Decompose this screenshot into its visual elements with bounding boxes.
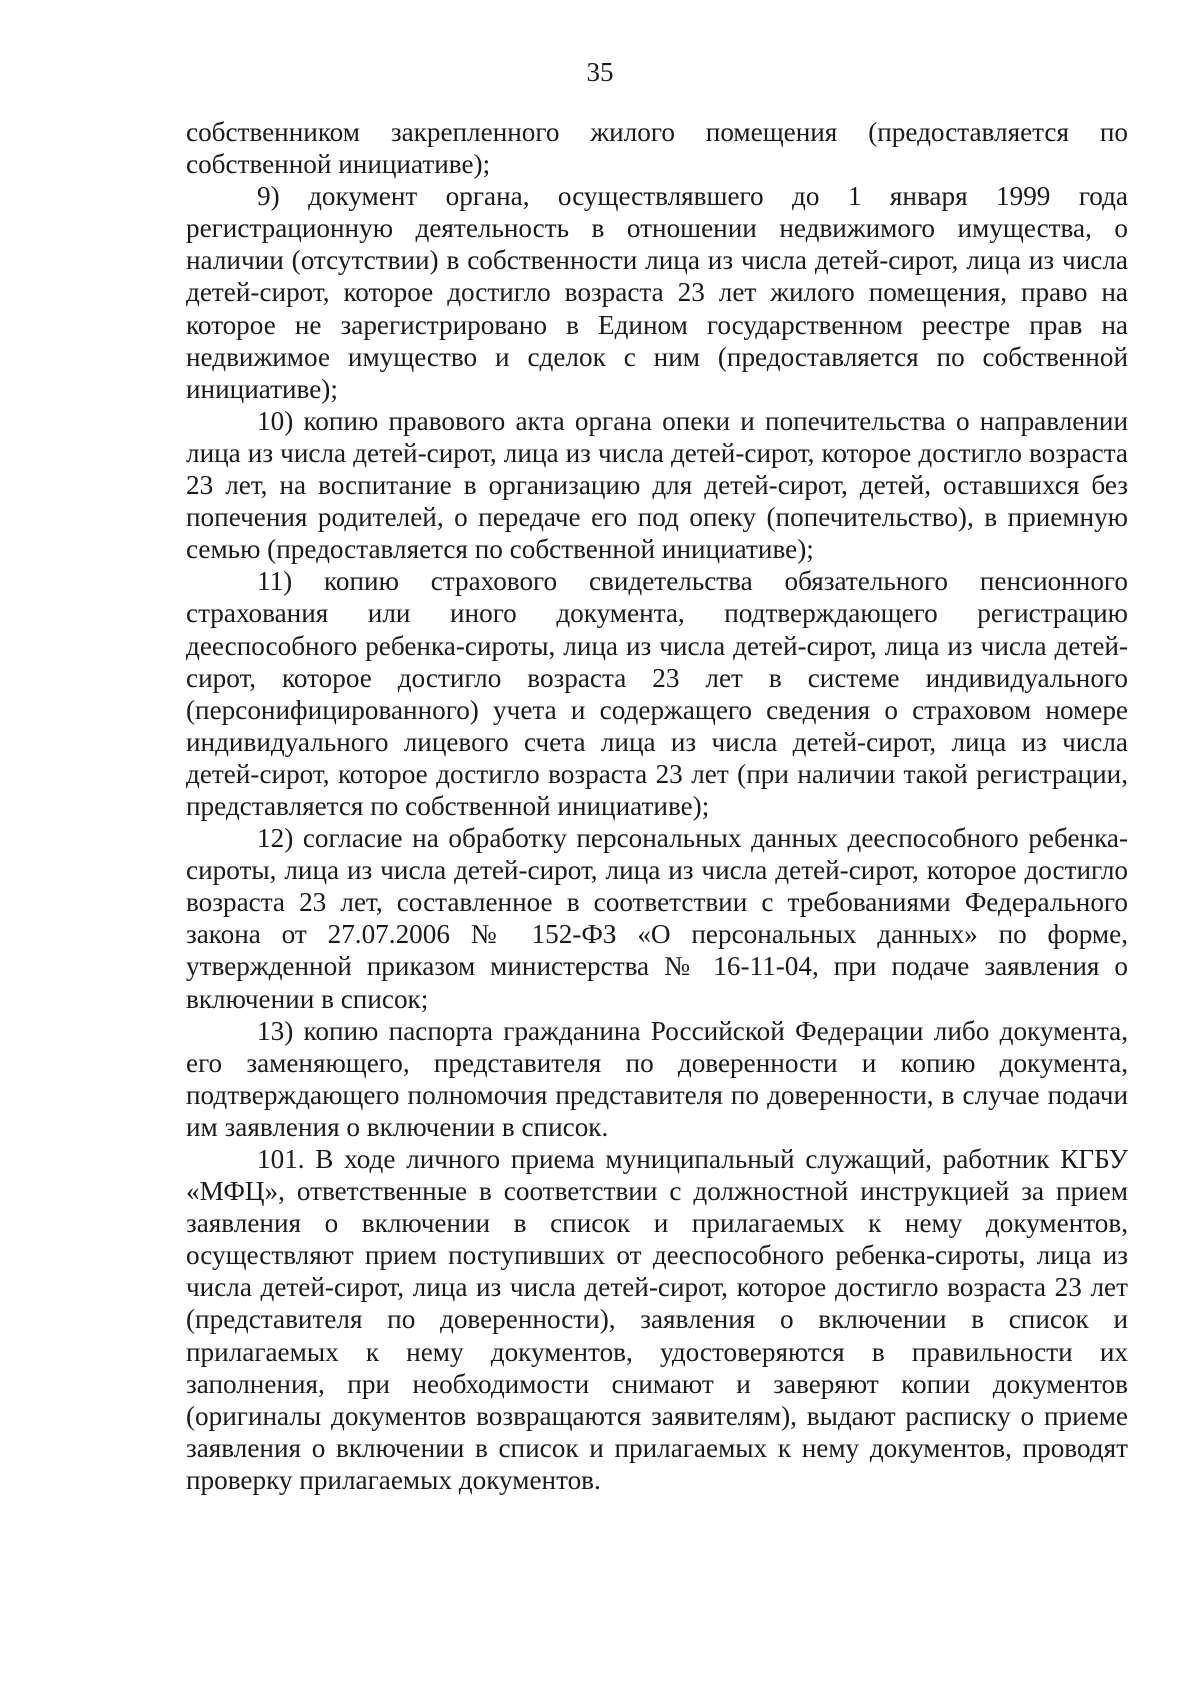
paragraph-item-11: 11) копию страхового свидетельства обязательного пенсионного страхования или иного документа, подтверждающего регистрацию дееспособного ребенка-сироты, лица из числа детей-сирот, лица из числа детей-сирот, которое достигло возраста 23 лет в системе индивидуального (персонифицированного) учета и содержащего сведения о страховом номере индивидуального лицевого счета лица из числа детей-сирот, лица из числа детей-сирот, которое достигло возраста 23 лет (при наличии такой регистрации, представляется по собственной инициативе); [186,566,1128,821]
paragraph-item-13: 13) копию паспорта гражданина Российской Федерации либо документа, его заменяющего, представителя по доверенности и копию документа, подтверждающего полномочия представителя по доверенности, в случае подачи им заявления о включении в список. [186,1015,1128,1142]
paragraph-continuation: собственником закрепленного жилого помещения (предоставляется по собственной инициативе); [186,117,1128,180]
paragraph-section-101: 101. В ходе личного приема муниципальный служащий, работник КГБУ «МФЦ», ответственные в соответствии с должностной инструкцией за прием заявления о включении в список и прилагаемых к нему документов, осуществляют прием поступивших от дееспособного ребенка-сироты, лица из числа детей-сирот, лица из числа детей-сирот, которое достигло возраста 23 лет (представителя по доверенности), заявления о включении в список и прилагаемых к нему документов, удостоверяются в правильности их заполнения, при необходимости снимают и заверяют копии документов (оригиналы документов возвращаются заявителям), выдают расписку о приеме заявления о включении в список и прилагаемых к нему документов, проводят проверку прилагаемых документов. [186,1144,1128,1495]
paragraph-item-12: 12) согласие на обработку персональных данных дееспособного ребенка-сироты, лица из числа детей-сирот, лица из числа детей-сирот, которое достигло возраста 23 лет, составленное в соответствии с требованиями Федерального закона от 27.07.2006 № 152-ФЗ «О персональных данных» по форме, утвержденной приказом министерства № 16-11-04, при подаче заявления о включении в список; [186,823,1128,1014]
paragraph-item-10: 10) копию правового акта органа опеки и попечительства о направлении лица из числа детей-сирот, лица из числа детей-сирот, которое достигло возраста 23 лет, на воспитание в организацию для детей-сирот, детей, оставшихся без попечения родителей, о передаче его под опеку (попечительство), в приемную семью (предоставляется по собственной инициативе); [186,405,1128,565]
document-body [186,116,1128,1496]
page-number: 35 [586,57,614,87]
paragraph-item-9: 9) документ органа, осуществлявшего до 1 января 1999 года регистрационную деятельность в отношении недвижимого имущества, о наличии (отсутствии) в собственности лица из числа детей-сирот, лица из числа детей-сирот, которое достигло возраста 23 лет жилого помещения, право на которое не зарегистрировано в Едином государственном реестре прав на недвижимое имущество и сделок с ним (предоставляется по собственной инициативе); [186,181,1128,404]
